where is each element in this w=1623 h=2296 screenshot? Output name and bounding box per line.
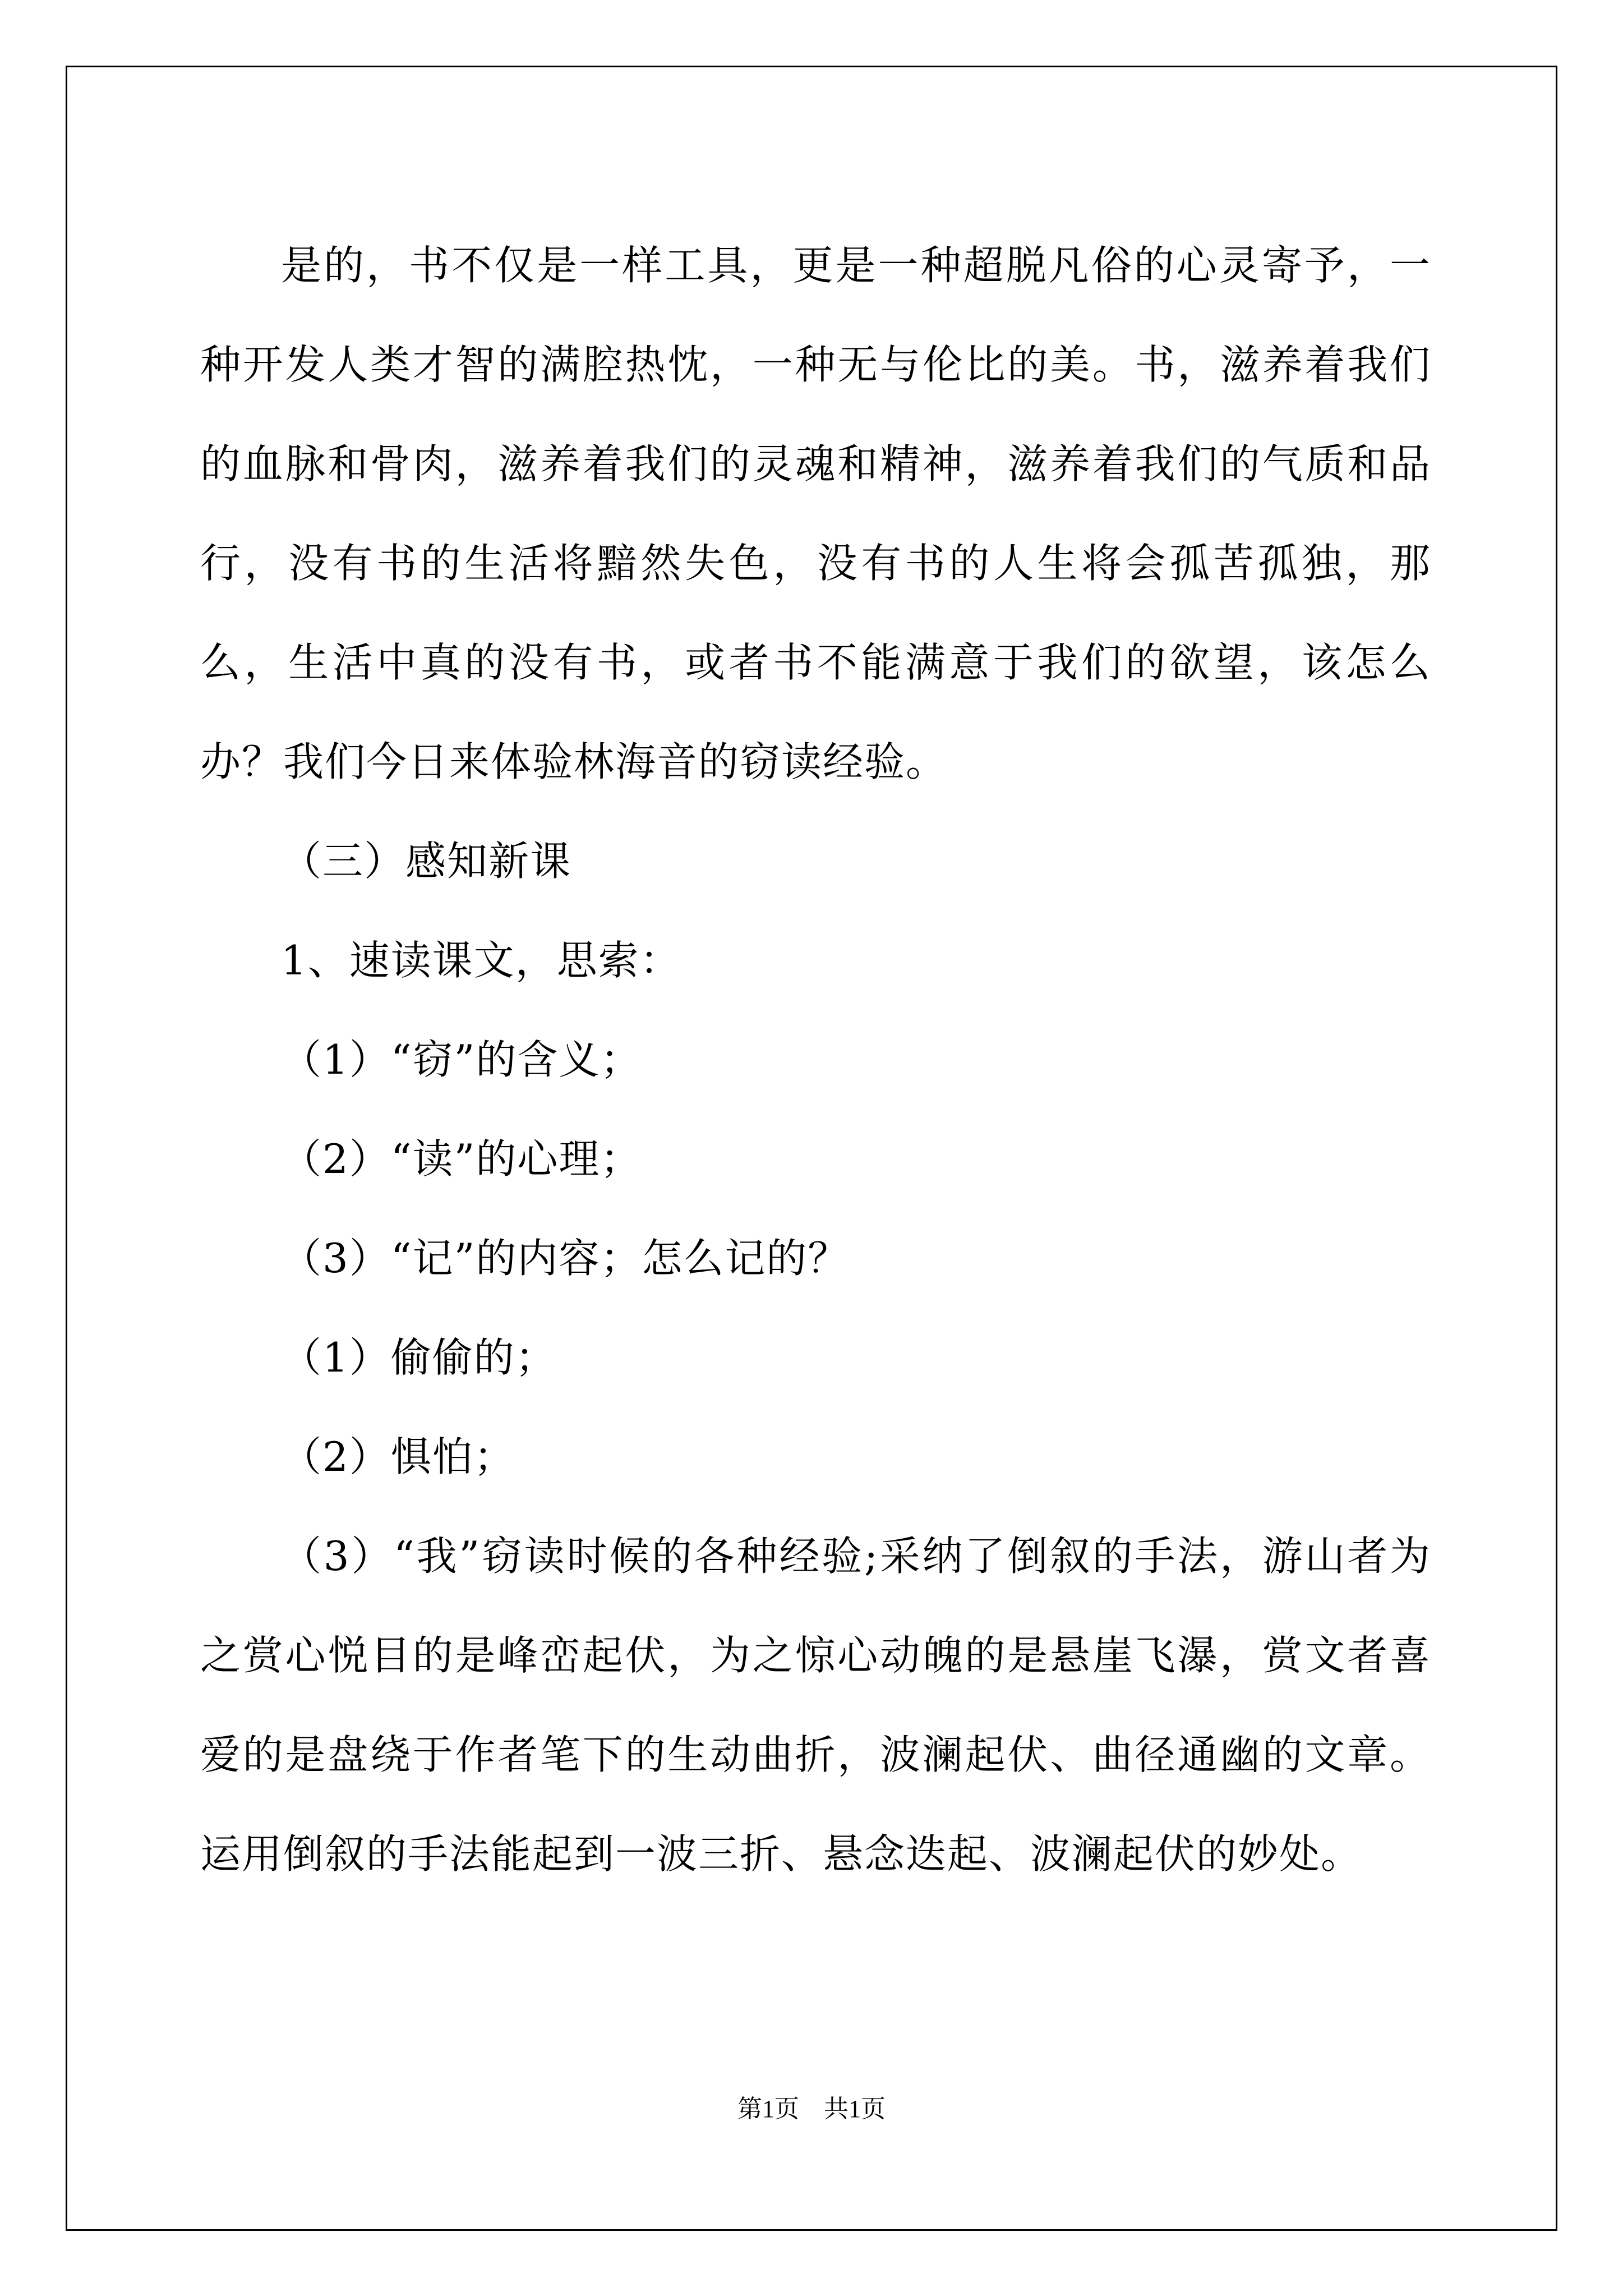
task-instruction: 1、速读课文，思索： <box>281 937 681 984</box>
question-item: （2）“读”的心理； <box>281 1135 642 1182</box>
page-footer: 第1页 共1页 <box>737 2095 886 2123</box>
answer-item: （3）“我”窃读时候的各种经验;采纳了倒叙的手法，游山者为之赏心悦目的是峰峦起伏，为之惊心动魄的是悬崖飞瀑，赏文者喜爱的是盘绕于作者笔下的生动曲折，波澜起伏、曲径通幽的文章。运用倒叙的手法能起到一波三折、悬念迭起、波澜起伏的妙处。 <box>200 1533 1431 1878</box>
paragraph-intro: 是的，书不仅是一样工具，更是一种超脱凡俗的心灵寄予，一种开发人类才智的满腔热忱，一种无与伦比的美。书，滋养着我们的血脉和骨肉，滋养着我们的灵魂和精神，滋养着我们的气质和品行，没有书的生活将黯然失色，没有书的人生将会孤苦孤独，那么，生活中真的没有书，或者书不能满意于我们的欲望，该怎么办？我们今日来体验林海音的窃读经验。 <box>200 242 1431 785</box>
section-heading: （三）感知新课 <box>281 838 572 885</box>
question-item: （3）“记”的内容；怎么记的？ <box>281 1235 850 1282</box>
question-item: （1）“窃”的含义； <box>281 1036 642 1083</box>
document-body <box>200 216 1431 1904</box>
answer-item: （2）惧怕； <box>281 1433 515 1480</box>
answer-item: （1）偷偷的； <box>281 1334 557 1381</box>
